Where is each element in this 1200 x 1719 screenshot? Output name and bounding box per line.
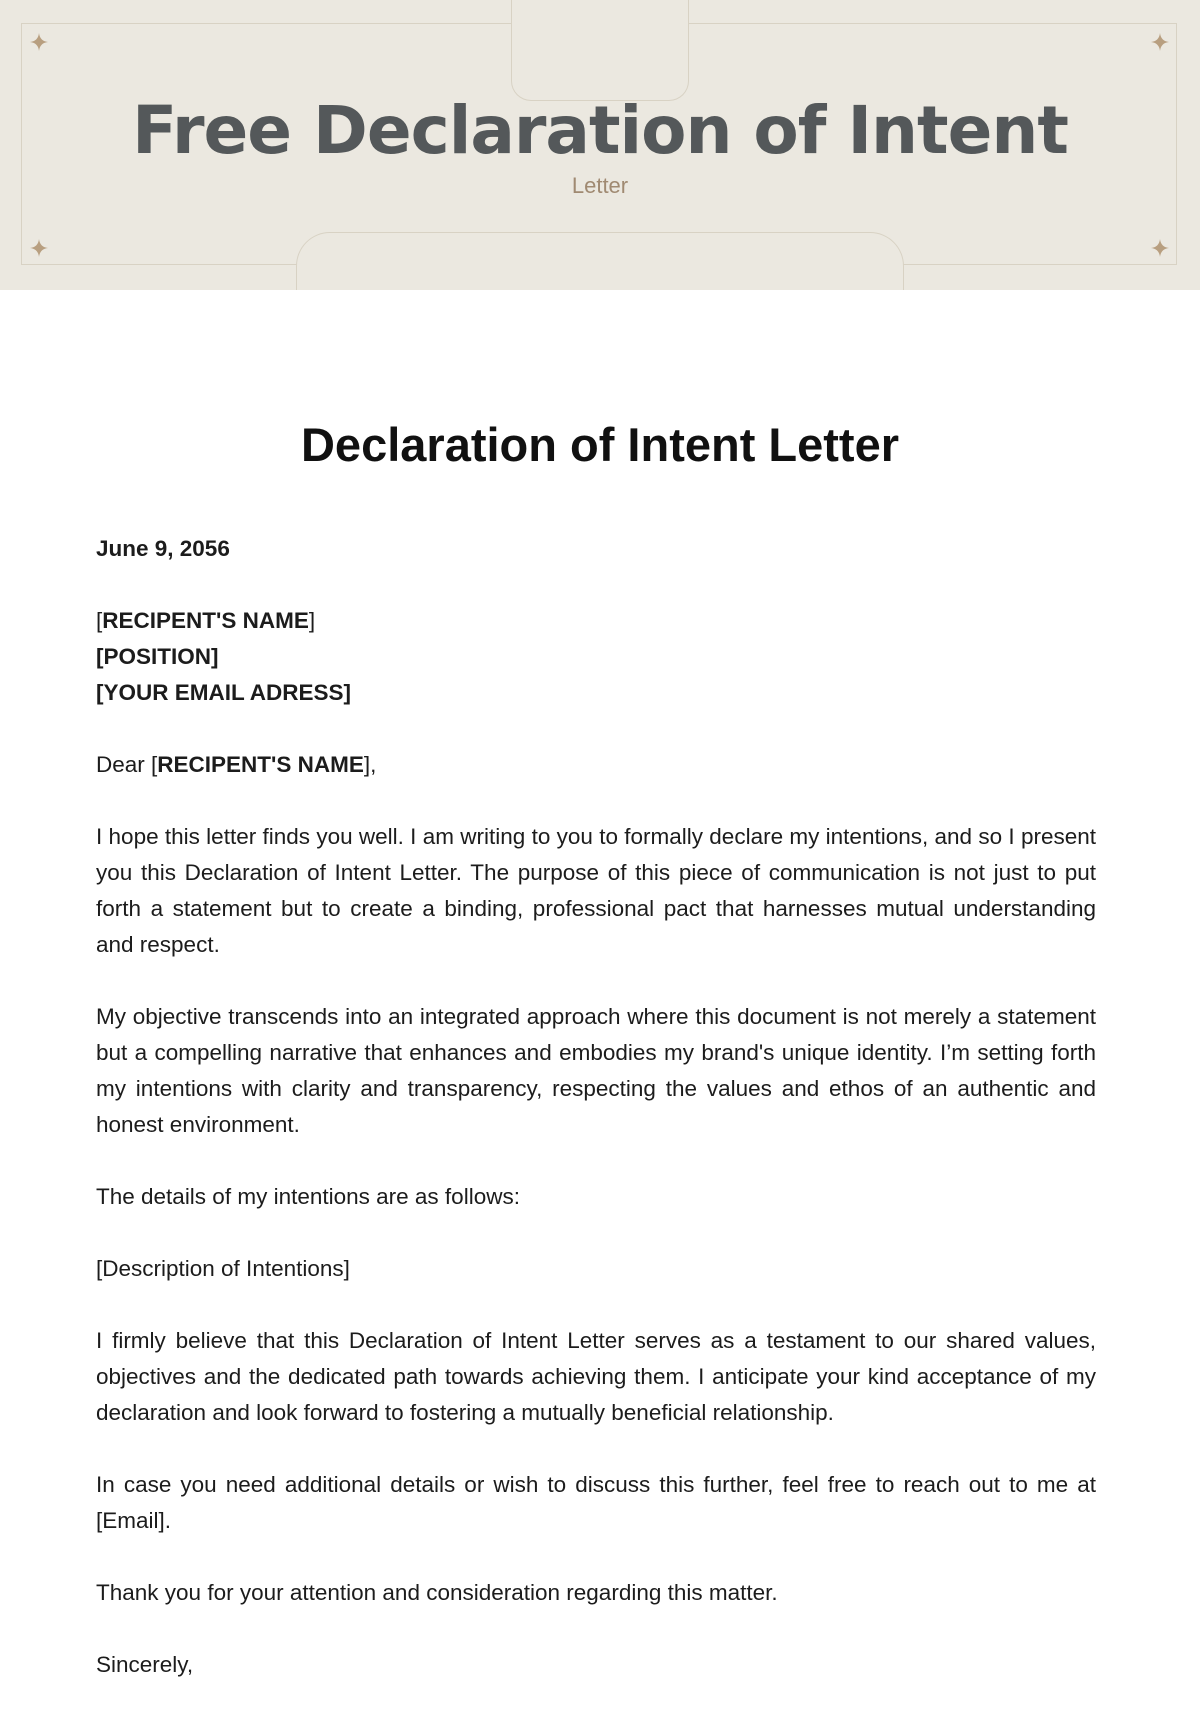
banner-bottom-tab <box>296 232 904 290</box>
letter-title: Declaration of Intent Letter <box>300 418 899 471</box>
letter-body <box>96 531 1096 1719</box>
recipient-name: RECIPENT'S NAME <box>102 608 309 633</box>
salutation-name: RECIPENT'S NAME <box>157 752 364 777</box>
body-paragraph: The details of my intentions are as follows: <box>96 1184 520 1209</box>
letter-date: June 9, 2056 <box>96 536 230 561</box>
closing: Sincerely, <box>96 1652 194 1677</box>
banner-subtitle: Letter <box>571 173 629 198</box>
header-banner <box>0 0 1200 290</box>
sparkle-icon <box>1151 239 1169 257</box>
body-paragraph: I hope this letter finds you well. I am writing to you to formally declare my intentions, and so I present you this Declaration of Intent Letter. The purpose of this piece of communication is not just to put forth a statement but to create a binding, professional pact that harnesses mutual understanding and respect. <box>96 824 1096 957</box>
body-paragraph: I firmly believe that this Declaration of Intent Letter serves as a testament to our shared values, objectives and the dedicated path towards achieving them. I anticipate your kind acceptance of my declaration and look forward to fostering a mutually beneficial relationship. <box>96 1328 1096 1425</box>
body-paragraph: Thank you for your attention and consideration regarding this matter. <box>96 1580 778 1605</box>
banner-top-tab <box>511 0 689 101</box>
salutation <box>96 747 1096 783</box>
sparkle-icon <box>30 239 48 257</box>
sparkle-icon <box>30 33 48 51</box>
recipient-block <box>96 603 1096 711</box>
banner-title: Free Declaration of Intent <box>132 92 1068 169</box>
body-paragraph: My objective transcends into an integrated approach where this document is not merely a statement but a compelling narrative that enhances and embodies my brand's unique identity. I’m setting forth my intentions with clarity and transparency, respecting the values and ethos of an authentic and honest environment. <box>96 1004 1096 1137</box>
recipient-line: [RECIPENT'S NAME] <box>96 608 316 633</box>
sparkle-icon <box>1151 33 1169 51</box>
salutation-prefix: Dear [ <box>96 752 158 777</box>
intentions-placeholder: [Description of Intentions] <box>96 1256 350 1281</box>
body-paragraph: In case you need additional details or wish to discuss this further, feel free to reach out to me at [Email]. <box>96 1472 1096 1533</box>
recipient-position: [POSITION] <box>96 644 219 669</box>
salutation-suffix: ], <box>363 752 377 777</box>
recipient-email: [YOUR EMAIL ADRESS] <box>96 680 352 705</box>
